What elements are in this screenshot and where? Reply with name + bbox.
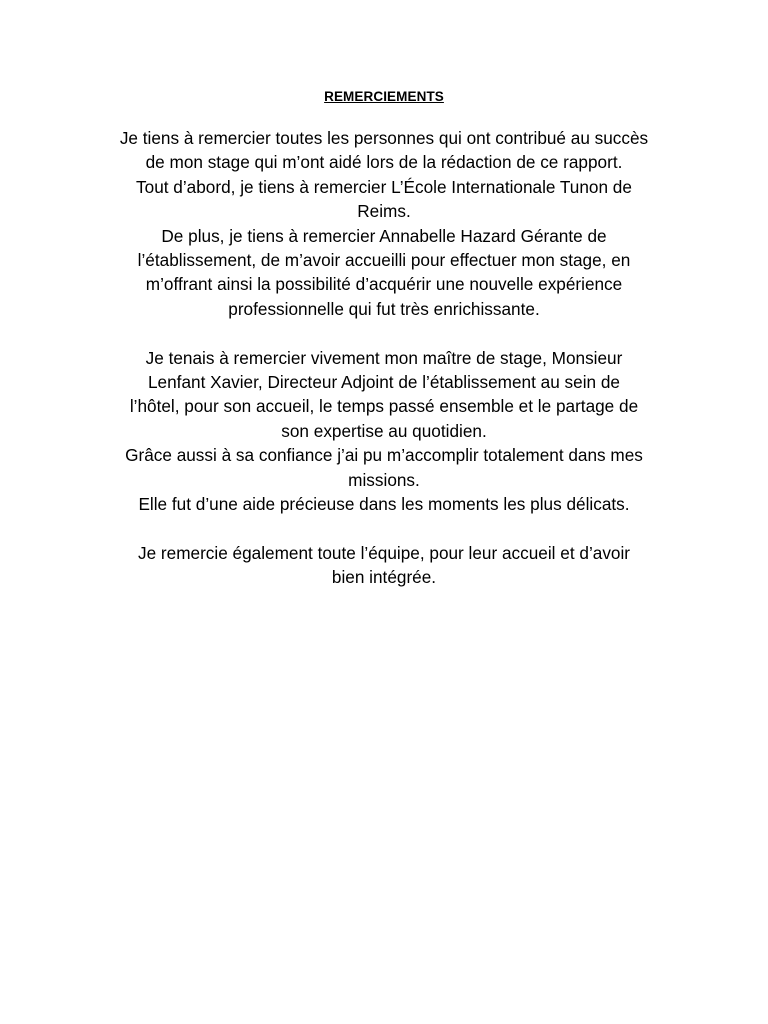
paragraph-line: Je tenais à remercier vivement mon maître de stage, Monsieur xyxy=(145,347,623,368)
paragraph-line: l’établissement, de m’avoir accueilli pour effectuer mon stage, en xyxy=(137,250,631,271)
paragraph-line: Je remercie également toute l’équipe, pour leur accueil et d’avoir xyxy=(137,542,631,563)
paragraph-line: m’offrant ainsi la possibilité d’acquérir une nouvelle expérience xyxy=(145,274,623,295)
paragraph-line: Lenfant Xavier, Directeur Adjoint de l’établissement au sein de xyxy=(148,372,620,393)
page-title: REMERCIEMENTS xyxy=(324,89,444,104)
paragraph-thanks-intro xyxy=(84,126,684,321)
paragraph-thanks-supervisor xyxy=(84,346,684,517)
paragraph-line: de mon stage qui m’ont aidé lors de la rédaction de ce rapport. xyxy=(145,152,623,173)
paragraph-line: son expertise au quotidien. xyxy=(281,420,487,441)
paragraph-line: Tout d’abord, je tiens à remercier L’École Internationale Tunon de xyxy=(136,176,632,197)
paragraph-line: Grâce aussi à sa confiance j’ai pu m’accomplir totalement dans mes xyxy=(125,445,643,466)
paragraph-line: professionnelle qui fut très enrichissante. xyxy=(228,298,540,319)
paragraph-line: Reims. xyxy=(357,201,411,222)
paragraph-line: De plus, je tiens à remercier Annabelle Hazard Gérante de xyxy=(161,225,607,246)
paragraph-line: Elle fut d’une aide précieuse dans les moments les plus délicats. xyxy=(138,494,630,515)
paragraph-thanks-team xyxy=(84,541,684,590)
paragraph-line: Je tiens à remercier toutes les personnes qui ont contribué au succès xyxy=(119,128,649,148)
document-body xyxy=(84,126,684,590)
paragraph-line: bien intégrée. xyxy=(331,567,437,588)
paragraph-line: missions. xyxy=(348,469,420,490)
paragraph-line: l’hôtel, pour son accueil, le temps passé ensemble et le partage de xyxy=(129,396,639,417)
